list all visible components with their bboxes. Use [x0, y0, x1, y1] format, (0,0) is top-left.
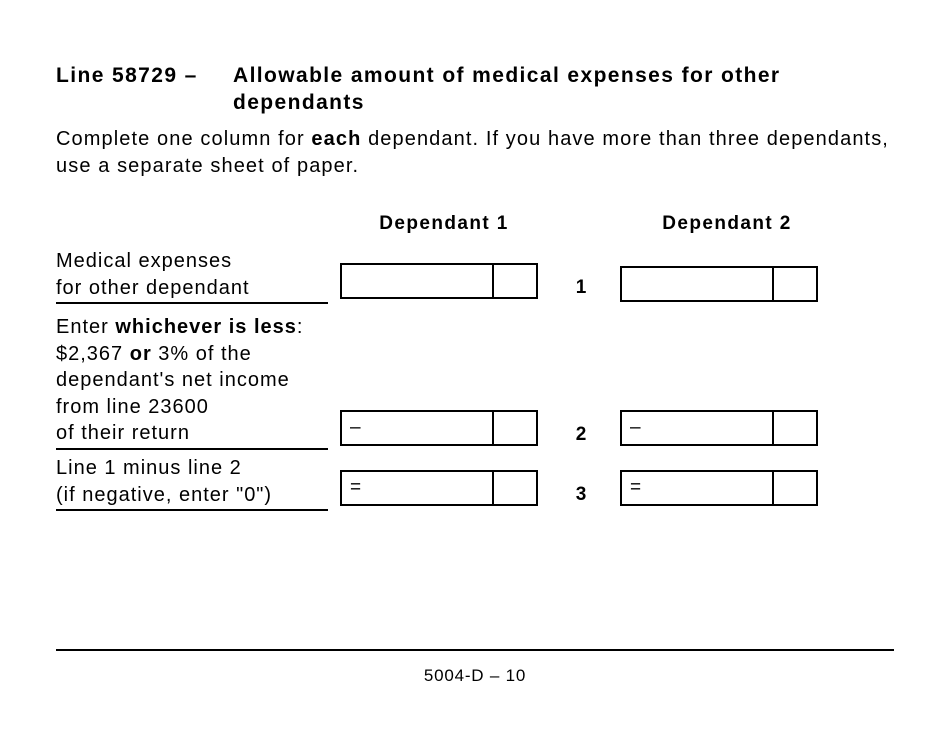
section-heading — [56, 62, 916, 116]
dollars-cell[interactable]: = — [342, 472, 494, 504]
column-header-dependant-1: Dependant 1 — [379, 213, 509, 234]
heading-title-line2: dependants — [233, 91, 365, 114]
column-header-dependant-2: Dependant 2 — [662, 213, 792, 234]
dependant-1-line-3-field[interactable] — [340, 470, 538, 506]
row-3-label: Line 1 minus line 2 (if negative, enter "0") — [56, 455, 328, 511]
dollars-cell[interactable]: – — [342, 412, 494, 444]
cents-cell[interactable] — [774, 268, 816, 300]
dependant-2-line-3-field[interactable] — [620, 470, 818, 506]
heading-title-line1: Allowable amount of medical expenses for other — [233, 64, 781, 87]
emphasis-each: each — [311, 128, 362, 150]
line-number-1: 1 — [575, 277, 587, 298]
dependant-1-line-1-field[interactable] — [340, 263, 538, 299]
dependant-2-line-2-field[interactable] — [620, 410, 818, 446]
line-number: Line 58729 – — [56, 64, 198, 87]
instructions: Complete one column for each dependant. If you have more than three dependants, use a separate sheet of paper. — [56, 128, 889, 177]
cents-cell[interactable] — [494, 472, 536, 504]
dollars-cell[interactable] — [622, 268, 774, 300]
footer-divider — [56, 649, 894, 651]
cents-cell[interactable] — [494, 412, 536, 444]
cents-cell[interactable] — [774, 472, 816, 504]
dependant-2-line-1-field[interactable] — [620, 266, 818, 302]
row-1-label: Medical expenses for other dependant — [56, 248, 328, 304]
page-number: 5004-D – 10 — [423, 666, 527, 685]
dollars-cell[interactable] — [342, 265, 494, 297]
dependant-1-line-2-field[interactable] — [340, 410, 538, 446]
dollars-cell[interactable]: = — [622, 472, 774, 504]
row-2-label: Enter whichever is less: $2,367 or 3% of the dependant's net income from line 23600 of their return — [56, 314, 328, 450]
cents-cell[interactable] — [774, 412, 816, 444]
line-number-2: 2 — [575, 424, 587, 445]
line-number-3: 3 — [575, 484, 587, 505]
cents-cell[interactable] — [494, 265, 536, 297]
dollars-cell[interactable]: – — [622, 412, 774, 444]
